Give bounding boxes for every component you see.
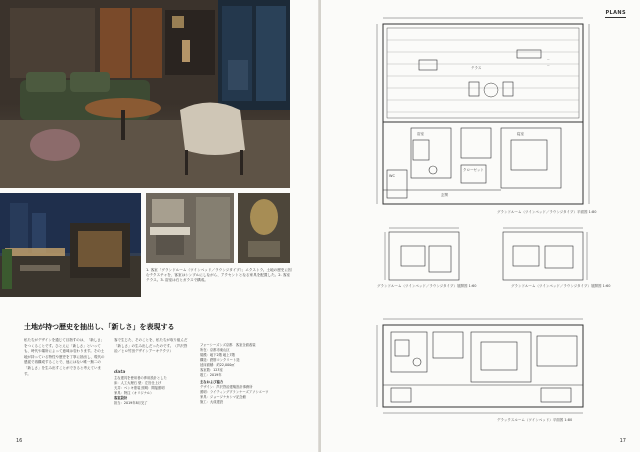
svg-text:—: — [547, 64, 550, 67]
svg-text:—: — [547, 58, 550, 61]
credit-line: 照明：ライティングプランナーズアソシエーツ [200, 390, 269, 394]
info-label-credits: 主なおよび協力 [200, 380, 224, 384]
page-number-right: 17 [619, 438, 626, 444]
data-line: 家具：特注（オリジナル） [114, 391, 154, 395]
credit-line: 家具：ジョージナカシマ記念館 [200, 395, 246, 399]
plans-section-tag: PLANS [605, 10, 626, 16]
info-line: 所在：京都市東山区 [200, 348, 230, 352]
plan-main-caption: グランドルーム（ツインベッド／ラウンジタイプ）平面図 1:80 [497, 210, 597, 214]
info-line: 構造：鉄筋コンクリート造 [200, 358, 240, 362]
room-label-bathroom: 浴室 [417, 132, 424, 136]
terrace-photo [0, 193, 141, 297]
room-label-wc: WC [389, 174, 395, 178]
info-line: フォーシーズンズ京都 客室全面改装 [200, 343, 256, 347]
data-line: 主な建具を使用者の専用設計とした [114, 376, 167, 380]
info-line: 客室数：123室 [200, 368, 223, 372]
credit-line: デザイン：芦沢啓治建築設計事務所 [200, 385, 253, 389]
project-info [200, 343, 300, 405]
bathroom-illustration [146, 193, 234, 263]
data-line: 床：人工大理石 壁：左官仕上げ [114, 381, 162, 385]
data-value-design: 担当：2019年8月完了 [114, 401, 148, 405]
photo-caption: 1. 客室「グランドルーム（ツインベッド／ラウンジタイプ）」エクストラ。土地の歴史に因むテクスチャを、客室はシンプルにしながら、アクセントとなる家具を配置した。2. 客室テラス。3. 浴室は石とガラスで構成。 [146, 268, 292, 282]
data-line: 天井：ペンキ塗装 照明：間接照明 [114, 386, 165, 390]
bathroom-photo [146, 193, 234, 263]
credit-line: 施工：大成建設 [200, 400, 224, 404]
elevation-right-caption: グランドルーム（ツインベッド／ラウンジタイプ）展開図 1:60 [511, 284, 611, 288]
bath-detail-illustration [238, 193, 290, 263]
plan-bottom-caption: デラックスルーム（ツインベッド）平面図 1:80 [497, 418, 573, 422]
info-line: 竣工：2019年 [200, 373, 222, 377]
bath-detail-photo [238, 193, 290, 263]
data-block [114, 370, 192, 406]
guestroom-photo [0, 0, 290, 188]
data-title: data [114, 370, 126, 375]
article-headline: 土地が持つ歴史を抽出し、「新しさ」を表現する [24, 323, 175, 331]
guestroom-illustration [0, 0, 290, 188]
info-line: 規模：地下2階 地上7階 [200, 353, 235, 357]
data-label-design: 客室設計 [114, 396, 128, 400]
left-page [0, 0, 319, 452]
room-label-closet: クローゼット [463, 168, 484, 172]
terrace-illustration [0, 193, 141, 297]
elevation-left-caption: グランドルーム（ツインベッド／ラウンジタイプ）展開図 1:60 [377, 284, 477, 288]
body-paragraph-2: 客で生じた、そのことを、私たちが取り組んだ「新しさ」の生み出しだったのです。（芦沢啓治／ヒロ竹田デザインアーキテクツ） [114, 338, 188, 354]
info-line: 延床面積：約22,000㎡ [200, 363, 235, 367]
page-number-left: 16 [16, 438, 23, 444]
room-label-terrace: テラス [471, 66, 482, 70]
right-page [321, 0, 640, 452]
room-label-entrance: 玄関 [441, 193, 448, 197]
body-paragraph-1: 私たちがデザインを通じて目指すのは、「新しさ」をつくることです。ひとえに「新しさ」といっても、時代や場所によって意味は変わります。その土地が持っている特性や歴史を丁寧に抽出し、現代の感覚で再構成することで、他にはない唯一無二の「新しさ」を生み出すことができると考えています。 [24, 338, 105, 376]
room-label-bedroom: 寝室 [517, 132, 524, 136]
